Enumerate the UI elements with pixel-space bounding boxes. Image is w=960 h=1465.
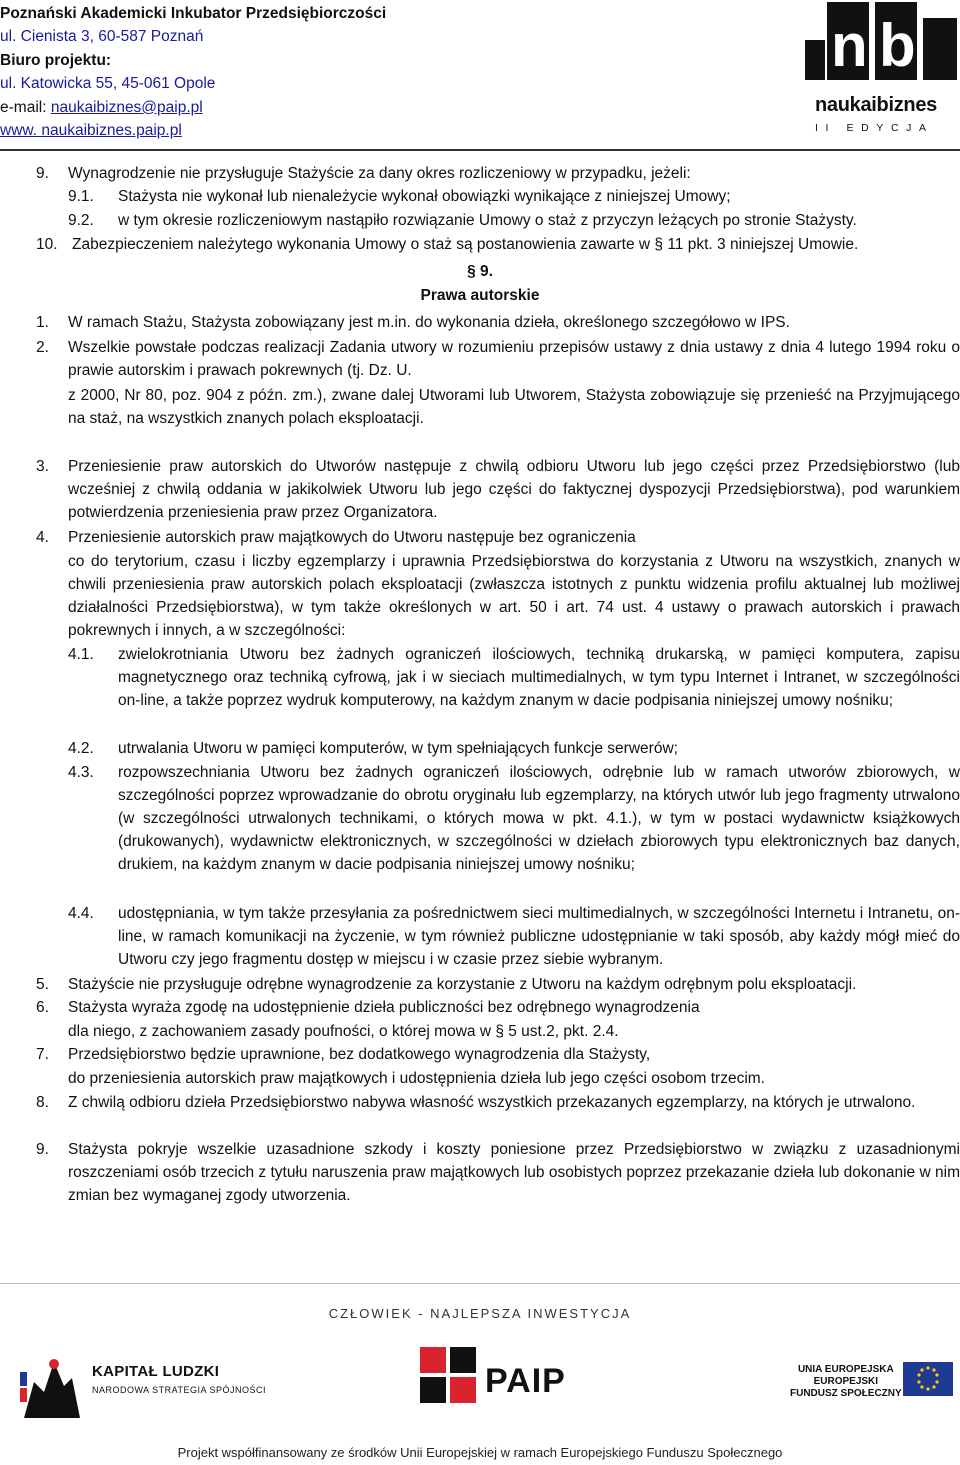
paragraph: z 2000, Nr 80, poz. 904 z późn. zm.), zwane dalej Utworami lub Utworem, Stażysta zobowiązuje się przenieść na Przyjmującego na staż, na wszystkich znanych polach eksploatacji.	[68, 387, 960, 427]
paragraph: co do terytorium, czasu i liczby egzemplarzy i uprawnia Przedsiębiorstwa do korzystania z Utworu na wszystkich, znanych w chwili przeniesienia praw autorskich polach eksploatacji (zwłaszcza istotnych z punktu widzenia profilu aktualnej lub możliwej działalności Przedsiębiorstwa), w tym także określonych w art. 50 i art. 74 ust. 4 ustawy o prawach autorskich i prawach pokrewnych i innych, a w szczególności:	[68, 553, 960, 639]
item-number: 3.	[36, 458, 49, 475]
paip-wordmark: PAIP	[485, 1362, 566, 1400]
paip-logo-icon	[418, 1345, 480, 1409]
paragraph: Wszelkie powstałe podczas realizacji Zadania utwory w rozumieniu przepisów ustawy z dnia ustawy z dnia 4 lutego 1994 roku o prawie autorskim i prawach pokrewnych (tj. Dz. U.	[68, 339, 960, 379]
item-number: 2.	[36, 339, 49, 356]
paragraph: udostępniania, w tym także przesyłania za pośrednictwem sieci multimedialnych, w szczególności Internetu i Intranetu, on-line, w ramach komunikacji na życzenie, w tym również publiczne udostępnianie w taki sposób, aby każdy mógł mieć do Utworu czy jego fragmentu dostęp w miejscu i w czasie przez siebie wybranym.	[118, 905, 960, 968]
logo-mark-icon	[805, 2, 957, 80]
paragraph: rozpowszechniania Utworu bez żadnych ograniczeń ilościowych, odrębnie lub w ramach utworów zbiorowych, w szczególności poprzez wprowadzanie do obrotu oryginału lub egzemplarzy, na których utwór lub jego fragmenty utrwalono (w szczególności utrwalonych technikami, o których mowa w pkt. 4.1.), w tym w postaci wydawnictw książkowych (drukowanych), wydawnictw elektronicznych, w szczególności w dziełach zbiorowych typu elektronicznych baz danych, drukiem, na każdym znanym w dacie podpisania niniejszej umowy nośniku;	[118, 764, 960, 873]
svg-text:b: b	[879, 12, 916, 79]
office-address: ul. Katowicka 55, 45-061 Opole	[0, 75, 216, 93]
kapital-ludzki-logo-icon	[14, 1352, 86, 1422]
email-label: e-mail:	[0, 98, 51, 116]
section-number: § 9.	[467, 263, 493, 280]
paragraph: Stażysta pokryje wszelkie uzasadnione szkody i koszty poniesione przez Przedsiębiorstwo w związku z uzasadnionymi roszczeniami osób trzecich z tytułu naruszenia praw majątkowych lub osobistych poprzez przekazanie dzieła lub dokonanie w nim zmian bez wymaganej zgody utworzenia.	[68, 1141, 960, 1204]
footer-motto: CZŁOWIEK - NAJLEPSZA INWESTYCJA	[328, 1306, 632, 1321]
kapital-ludzki-subtitle: NARODOWA STRATEGIA SPÓJNOŚCI	[92, 1385, 267, 1395]
item-number: 4.3.	[68, 764, 94, 781]
item-number: 4.	[36, 529, 49, 546]
paragraph: Przeniesienie praw autorskich do Utworów następuje z chwilą odbioru Utworu lub jego części przez Przedsiębiorstwo (lub wcześniej z chwilą oddania w jakikolwiek Utworu lub jego części do faktycznej dyspozycji Przedsiębiorstwa), pod warunkiem potwierdzenia przeniesienia praw przez Organizatora.	[68, 458, 960, 521]
item-number: 4.4.	[68, 905, 94, 922]
svg-text:n: n	[831, 12, 868, 79]
item-number: 4.2.	[68, 740, 94, 757]
org-name: Poznański Akademicki Inkubator Przedsiębiorczości	[0, 5, 387, 22]
header-divider	[0, 149, 960, 151]
paragraph: Przeniesienie autorskich praw majątkowych do Utworu następuje bez ograniczenia	[68, 529, 636, 546]
section-title: Prawa autorskie	[420, 287, 540, 304]
naukaibiznes-logo	[805, 0, 960, 140]
item-number: 9.	[36, 1141, 49, 1158]
paragraph: Z chwilą odbioru dzieła Przedsiębiorstwo nabywa własność wszystkich przekazanych egzemplarzy, na których je utrwalono.	[68, 1094, 916, 1111]
logo-edition: II EDYCJA	[815, 122, 934, 134]
office-label: Biuro projektu:	[0, 51, 112, 69]
eu-label: UNIA EUROPEJSKA EUROPEJSKI FUNDUSZ SPOŁECZNY	[790, 1364, 902, 1399]
funding-note: Projekt współfinansowany ze środków Unii Europejskiej w ramach Europejskiego Funduszu Społecznego	[177, 1445, 783, 1460]
item-number: 4.1.	[68, 646, 94, 663]
item-number: 8.	[36, 1094, 49, 1111]
footer-divider	[0, 1283, 960, 1284]
logo-wordmark: naukaibiznes	[815, 94, 937, 116]
paragraph: zwielokrotniania Utworu bez żadnych ograniczeń ilościowych, techniką drukarską, w pamięci komputera, zapisu magnetycznego oraz techniką cyfrową, jak i w sieciach multimedialnych, w tym typu Internet i Intranet, w szczególności on-line, a także poprzez wydruk komputerowy, na każdym znanym w dacie podpisania niniejszej umowy nośniku;	[118, 646, 960, 709]
website-link[interactable]: www. naukaibiznes.paip.pl	[0, 122, 182, 140]
eu-flag-icon	[903, 1362, 953, 1396]
kapital-ludzki-title: KAPITAŁ LUDZKI	[92, 1363, 220, 1380]
org-address: ul. Cienista 3, 60-587 Poznań	[0, 28, 204, 46]
letterhead	[0, 2, 700, 142]
paragraph: utrwalania Utworu w pamięci komputerów, w tym spełniających funkcje serwerów;	[118, 740, 678, 757]
email-link[interactable]: naukaibiznes@paip.pl	[50, 98, 203, 116]
